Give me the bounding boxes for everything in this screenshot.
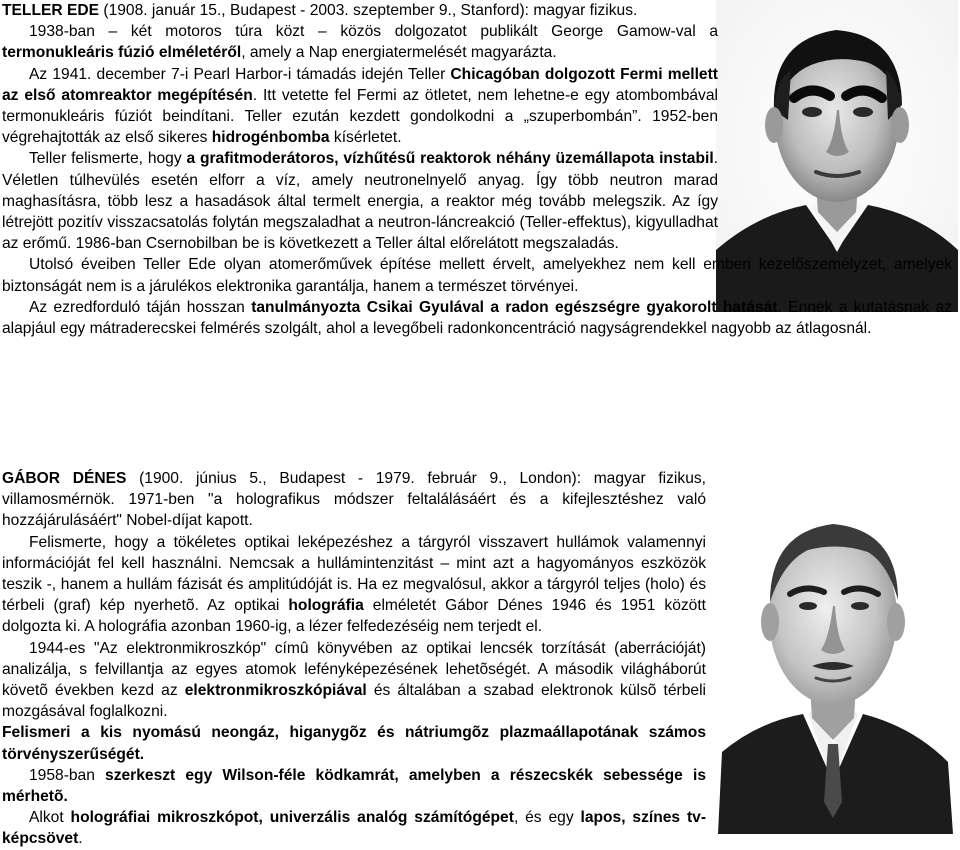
teller-paragraph-3: Teller felismerte, hogy a grafitmoderátoros, vízhűtésű reaktorok néhány üzemállapota instabil. Véletlen túlhevülés esetén elforr a víz, amely neutronelnyelő anyag. Így több neutron marad maghasításra, több lesz a hasadások által termelt energia, a reaktor még tovább melegszik. Az így létrejött pozitív visszacsatolás folytán megszaladhat a neutron-láncreakció (Teller-effektus), kigyulladhat az erőmű. 1986-ban Csernobilban be is következett a Teller által előrelátott megszaladás. <box>2 150 718 253</box>
gabor-paragraph-4: 1958-ban szerkeszt egy Wilson-féle ködkamrát, amelyben a részecskék sebessége is mérhetõ. <box>2 766 706 806</box>
teller-paragraph-5: Az ezredforduló táján hosszan tanulmányozta Csikai Gyulával a radon egészségre gyakorolt hatását. Ennek a kutatásnak az alapjául egy mátraderecskei felmérés szolgált, ahol a levegőbeli radonkoncentráció nagyságrendekkel nagyobb az átlagosnál. <box>2 298 952 338</box>
gabor-paragraph-1: Felismerte, hogy a tökéletes optikai leképezéshez a tárgyról visszavert hullámok valamennyi információját fel kell használni. Nemcsak a hullámintenzitást – mint azt a hagyományos eszközök teszik -, hanem a hullám fázisát és amplitúdóját is. Ha ez megvalósul, akkor a tárgyról teljes (holo) és térbeli (graf) kép nyerhetõ. Az optikai holográfia elméletét Gábor Dénes 1946 és 1951 között dolgozta ki. A holográfia azonban 1960-ig, a lézer felfedezéséig nem terjedt el. <box>2 533 706 636</box>
gabor-name: GÁBOR DÉNES <box>2 470 127 487</box>
document-page <box>2 0 958 848</box>
teller-paragraph-4: Utolsó éveiben Teller Ede olyan atomerőművek építése mellett érvelt, amelyekhez nem kell emberi kezelőszemélyzet, amelyek biztonságát nem is a járulékos elektronika garantálja, hanem a természet törvényei. <box>2 256 952 295</box>
teller-paragraph-2: Az 1941. december 7-i Pearl Harbor-i támadás idején Teller Chicagóban dolgozott Fermi mellett az első atomreaktor megépítésén. Itt vetette fel Fermi az ötletet, nem lehetne-e egy atombombával termonukleáris fúziót beindítani. Teller ezután kezdett gondolkodni a „szuperbombán”. 1952-ben végrehajtották az első sikeres hidrogénbomba kísérletet. <box>2 65 718 147</box>
teller-section <box>2 0 958 339</box>
gabor-intro: (1900. június 5., Budapest - 1979. február 9., London): magyar fizikus, villamosmérnök. 1971-ben "a holografikus módszer feltalálásáért és a kifejlesztéshez való hozzájárulásáért" Nobel-díjat kapott. <box>2 470 706 530</box>
gabor-section <box>2 468 958 850</box>
gabor-paragraph-2: 1944-es "Az elektronmikroszkóp" címû könyvében az optikai lencsék torzítását (aberrációját) analizálja, s felvillantja az egyes atomok lefényképezésének lehetõségét. A második világháborút követõ években kezd az elektronmikroszkópiával és általában a szabad elektronok külsõ térbeli mozgásával foglalkozni. <box>2 639 706 721</box>
gabor-paragraph-3: Felismeri a kis nyomású neongáz, higanygõz és nátriumgõz plazmaállapotának számos törvényszerűségét. <box>2 724 706 763</box>
gabor-paragraph-5: Alkot holográfiai mikroszkópot, univerzális analóg számítógépet, és egy lapos, színes tv-képcsövet. <box>2 809 707 848</box>
teller-name: TELLER EDE <box>2 2 100 19</box>
teller-heading-paragraph <box>2 0 718 21</box>
teller-paragraph-1: 1938-ban – két motoros túra közt – közös dolgozatot publikált George Gamow-val a termonukleáris fúzió elméletéről, amely a Nap energiatermelését magyarázta. <box>2 23 718 62</box>
gabor-heading-paragraph <box>2 468 706 532</box>
teller-intro: (1908. január 15., Budapest - 2003. szeptember 9., Stanford): magyar fizikus. <box>99 2 638 19</box>
